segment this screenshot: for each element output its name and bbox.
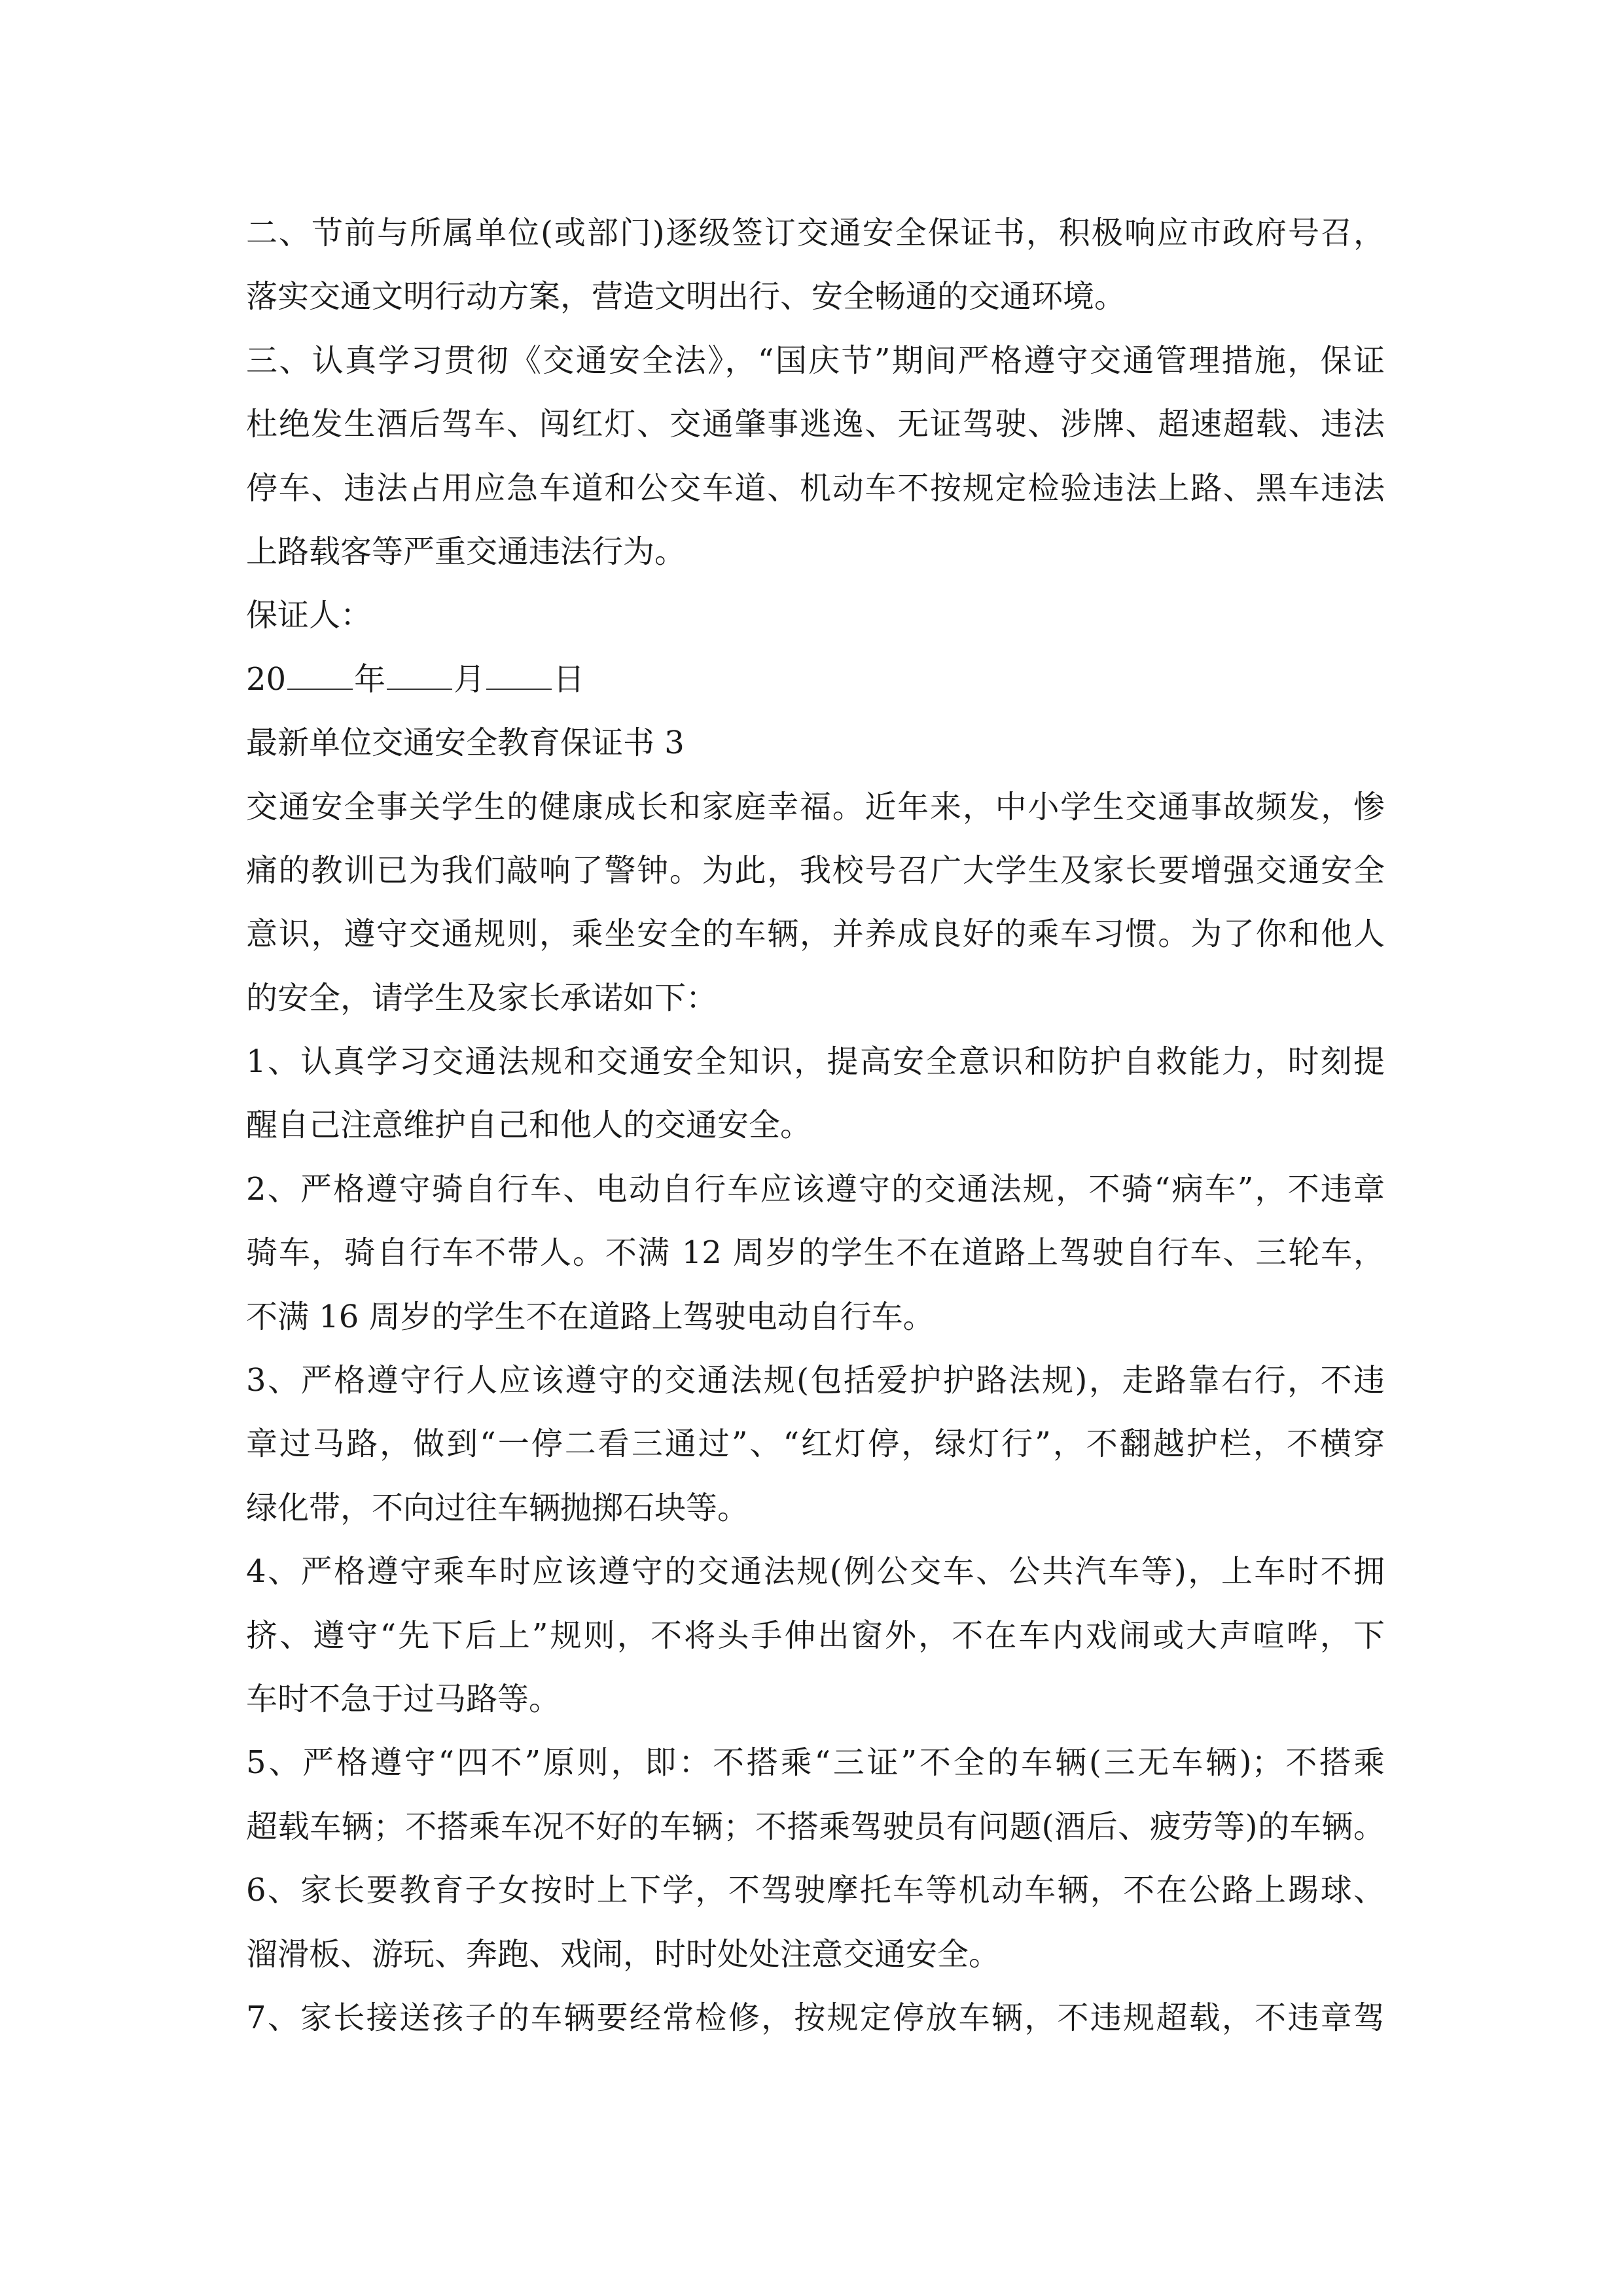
item-4-line: 挤、遵守“先下后上”规则，不将头手伸出窗外，不在车内戏闹或大声喧哗，下 [246, 1617, 1385, 1654]
month-label: 月 [454, 660, 486, 698]
item-2-line: 不满 16 周岁的学生不在道路上驾驶电动自行车。 [246, 1298, 935, 1335]
section-3-line: 上路载客等严重交通违法行为。 [246, 533, 687, 570]
section-3-line: 三、认真学习贯彻《交通安全法》，“国庆节”期间严格遵守交通管理措施，保证 [246, 342, 1385, 379]
item-6-line: 6、家长要教育子女按时上下学，不驾驶摩托车等机动车辆，不在公路上踢球、 [246, 1872, 1385, 1909]
item-5-line: 超载车辆；不搭乘车况不好的车辆；不搭乘驾驶员有问题(酒后、疲劳等)的车辆。 [246, 1808, 1385, 1845]
date-prefix: 20 [246, 660, 287, 698]
item-1-line: 醒自己注意维护自己和他人的交通安全。 [246, 1107, 812, 1144]
section-2-line: 落实交通文明行动方案，营造文明出行、安全畅通的交通环境。 [246, 278, 1126, 315]
intro-line: 的安全，请学生及家长承诺如下： [246, 979, 718, 1016]
month-blank [387, 662, 452, 690]
item-2-line: 2、严格遵守骑自行车、电动自行车应该遵守的交通法规，不骑“病车”，不违章 [246, 1170, 1385, 1208]
item-5-line: 5、严格遵守“四不”原则，即：不搭乘“三证”不全的车辆(三无车辆)；不搭乘 [246, 1744, 1385, 1782]
section-3-line: 停车、违法占用应急车道和公交车道、机动车不按规定检验违法上路、黑车违法 [246, 469, 1385, 507]
item-4-line: 4、严格遵守乘车时应该遵守的交通法规(例公交车、公共汽车等)，上车时不拥 [246, 1553, 1385, 1590]
item-2-line: 骑车，骑自行车不带人。不满 12 周岁的学生不在道路上驾驶自行车、三轮车， [246, 1234, 1385, 1272]
item-3-line: 绿化带，不向过往车辆抛掷石块等。 [246, 1489, 749, 1526]
item-6-line: 溜滑板、游玩、奔跑、戏闹，时时处处注意交通安全。 [246, 1935, 1001, 1973]
item-3-line: 3、严格遵守行人应该遵守的交通法规(包括爱护护路法规)，走路靠右行，不违 [246, 1362, 1385, 1399]
intro-line: 交通安全事关学生的健康成长和家庭幸福。近年来，中小学生交通事故频发，惨 [246, 788, 1385, 825]
item-1-line: 1、认真学习交通法规和交通安全知识，提高安全意识和防护自救能力，时刻提 [246, 1043, 1385, 1081]
intro-line: 痛的教训已为我们敲响了警钟。为此，我校号召广大学生及家长要增强交通安全 [246, 852, 1385, 889]
day-blank [486, 662, 552, 690]
item-3-line: 章过马路，做到“一停二看三通过”、“红灯停，绿灯行”，不翻越护栏，不横穿 [246, 1426, 1385, 1463]
year-blank [287, 662, 353, 690]
section-heading: 最新单位交通安全教育保证书 3 [246, 725, 685, 762]
guarantor-label: 保证人： [246, 597, 372, 634]
intro-line: 意识，遵守交通规则，乘坐安全的车辆，并养成良好的乘车习惯。为了你和他人 [246, 916, 1385, 953]
signature-date [246, 648, 1385, 711]
item-7-line: 7、家长接送孩子的车辆要经常检修，按规定停放车辆，不违规超载，不违章驾 [246, 1999, 1385, 2036]
item-4-line: 车时不急于过马路等。 [246, 1680, 561, 1717]
document-body [246, 202, 1385, 2050]
section-2-line: 二、节前与所属单位(或部门)逐级签订交通安全保证书，积极响应市政府号召， [246, 215, 1385, 251]
year-label: 年 [354, 660, 386, 698]
day-label: 日 [553, 660, 585, 698]
section-3-line: 杜绝发生酒后驾车、闯红灯、交通肇事逃逸、无证驾驶、涉牌、超速超载、违法 [246, 406, 1385, 443]
